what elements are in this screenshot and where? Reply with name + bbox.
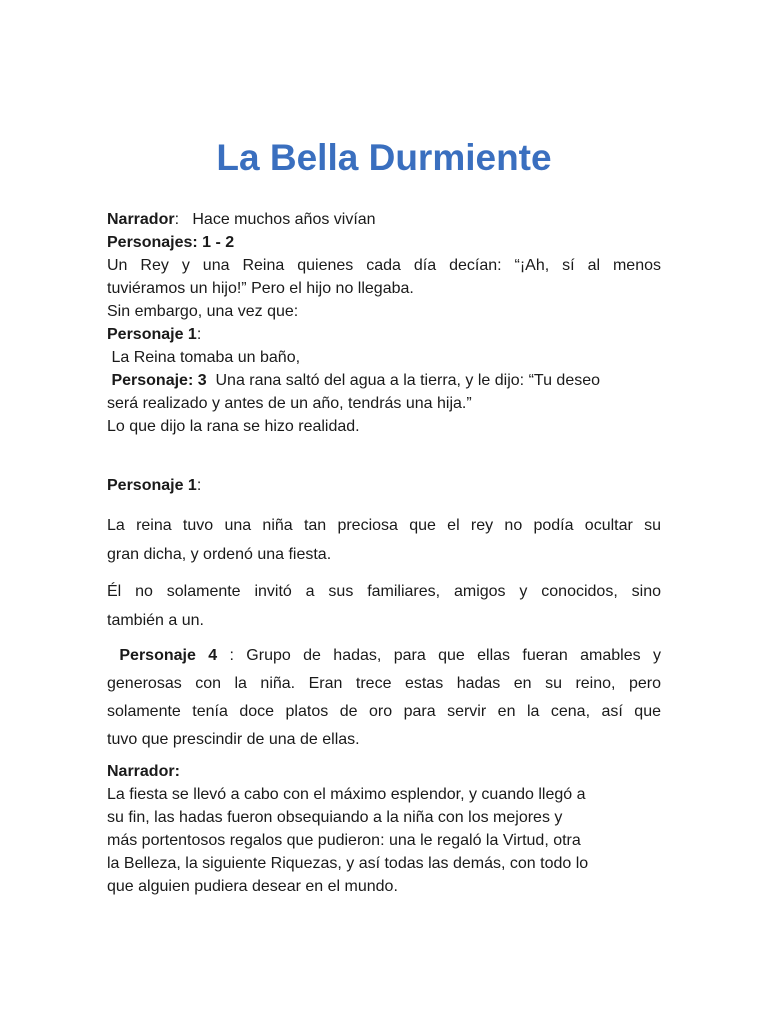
script-block-intro: [107, 208, 661, 438]
dialogue-text: más portentosos regalos que pudieron: una le regaló la Virtud, otra: [107, 832, 581, 849]
speaker-label: Personaje 1: [107, 326, 197, 343]
speaker-line: [107, 369, 661, 392]
speaker-line: Personaje 1:: [107, 477, 202, 494]
dialogue-text: Una rana saltó del agua a la tierra, y le dijo: “Tu deseo: [215, 372, 601, 389]
dialogue-text: generosas con la niña. Eran trece estas hadas en su reino, pero: [107, 675, 661, 692]
speaker-label: Narrador:: [107, 763, 180, 780]
dialogue-text: la Belleza, la siguiente Riquezas, y así todas las demás, con todo lo: [107, 855, 589, 872]
dialogue-text: Hace muchos años vivían: [192, 211, 376, 228]
dialogue-text: solamente tenía doce platos de oro para servir en la cena, así que: [107, 703, 661, 720]
speaker-label: Personaje 1: [107, 477, 197, 494]
document-title: La Bella Durmiente: [216, 137, 552, 178]
speaker-line: [107, 642, 661, 670]
script-block-personaje-4: [107, 642, 661, 754]
script-block-narrador: [107, 760, 661, 898]
speaker-label: Personaje 4: [119, 647, 218, 664]
dialogue-text: tuviéramos un hijo!” Pero el hijo no llegaba.: [107, 280, 414, 297]
paragraph-invito: [107, 577, 661, 635]
dialogue-text: Lo que dijo la rana se hizo realidad.: [107, 418, 360, 435]
paragraph-reina: [107, 511, 661, 569]
narrator-line: Narrador: Hace muchos años vivían: [107, 211, 376, 228]
dialogue-text: : Grupo de hadas, para que ellas fueran amables y: [229, 647, 661, 664]
dialogue-text: tuvo que prescindir de una de ellas.: [107, 731, 360, 748]
dialogue-text: también a un.: [107, 612, 204, 629]
dialogue-text: La reina tuvo una niña tan preciosa que el rey no podía ocultar su: [107, 517, 661, 534]
dialogue-text: La Reina tomaba un baño,: [111, 349, 301, 366]
speaker-label: Personaje: 3: [111, 372, 207, 389]
dialogue-text: que alguien pudiera desear en el mundo.: [107, 878, 398, 895]
dialogue-text: Sin embargo, una vez que:: [107, 303, 299, 320]
script-block-personaje-1: [107, 474, 661, 497]
dialogue-text: Un Rey y una Reina quienes cada día decían: “¡Ah, sí al menos: [107, 257, 661, 274]
document-page: [107, 0, 661, 1024]
dialogue-text: La fiesta se llevó a cabo con el máximo esplendor, y cuando llegó a: [107, 786, 586, 803]
dialogue-text: será realizado y antes de un año, tendrás una hija.”: [107, 395, 472, 412]
dialogue-text: Él no solamente invitó a sus familiares, amigos y conocidos, sino: [107, 583, 661, 600]
speaker-label: Narrador: [107, 211, 175, 228]
dialogue-text: gran dicha, y ordenó una fiesta.: [107, 546, 332, 563]
speaker-line: Personaje 1:: [107, 326, 202, 343]
speaker-label: Personajes: 1 - 2: [107, 234, 235, 251]
dialogue-text: su fin, las hadas fueron obsequiando a la niña con los mejores y: [107, 809, 563, 826]
